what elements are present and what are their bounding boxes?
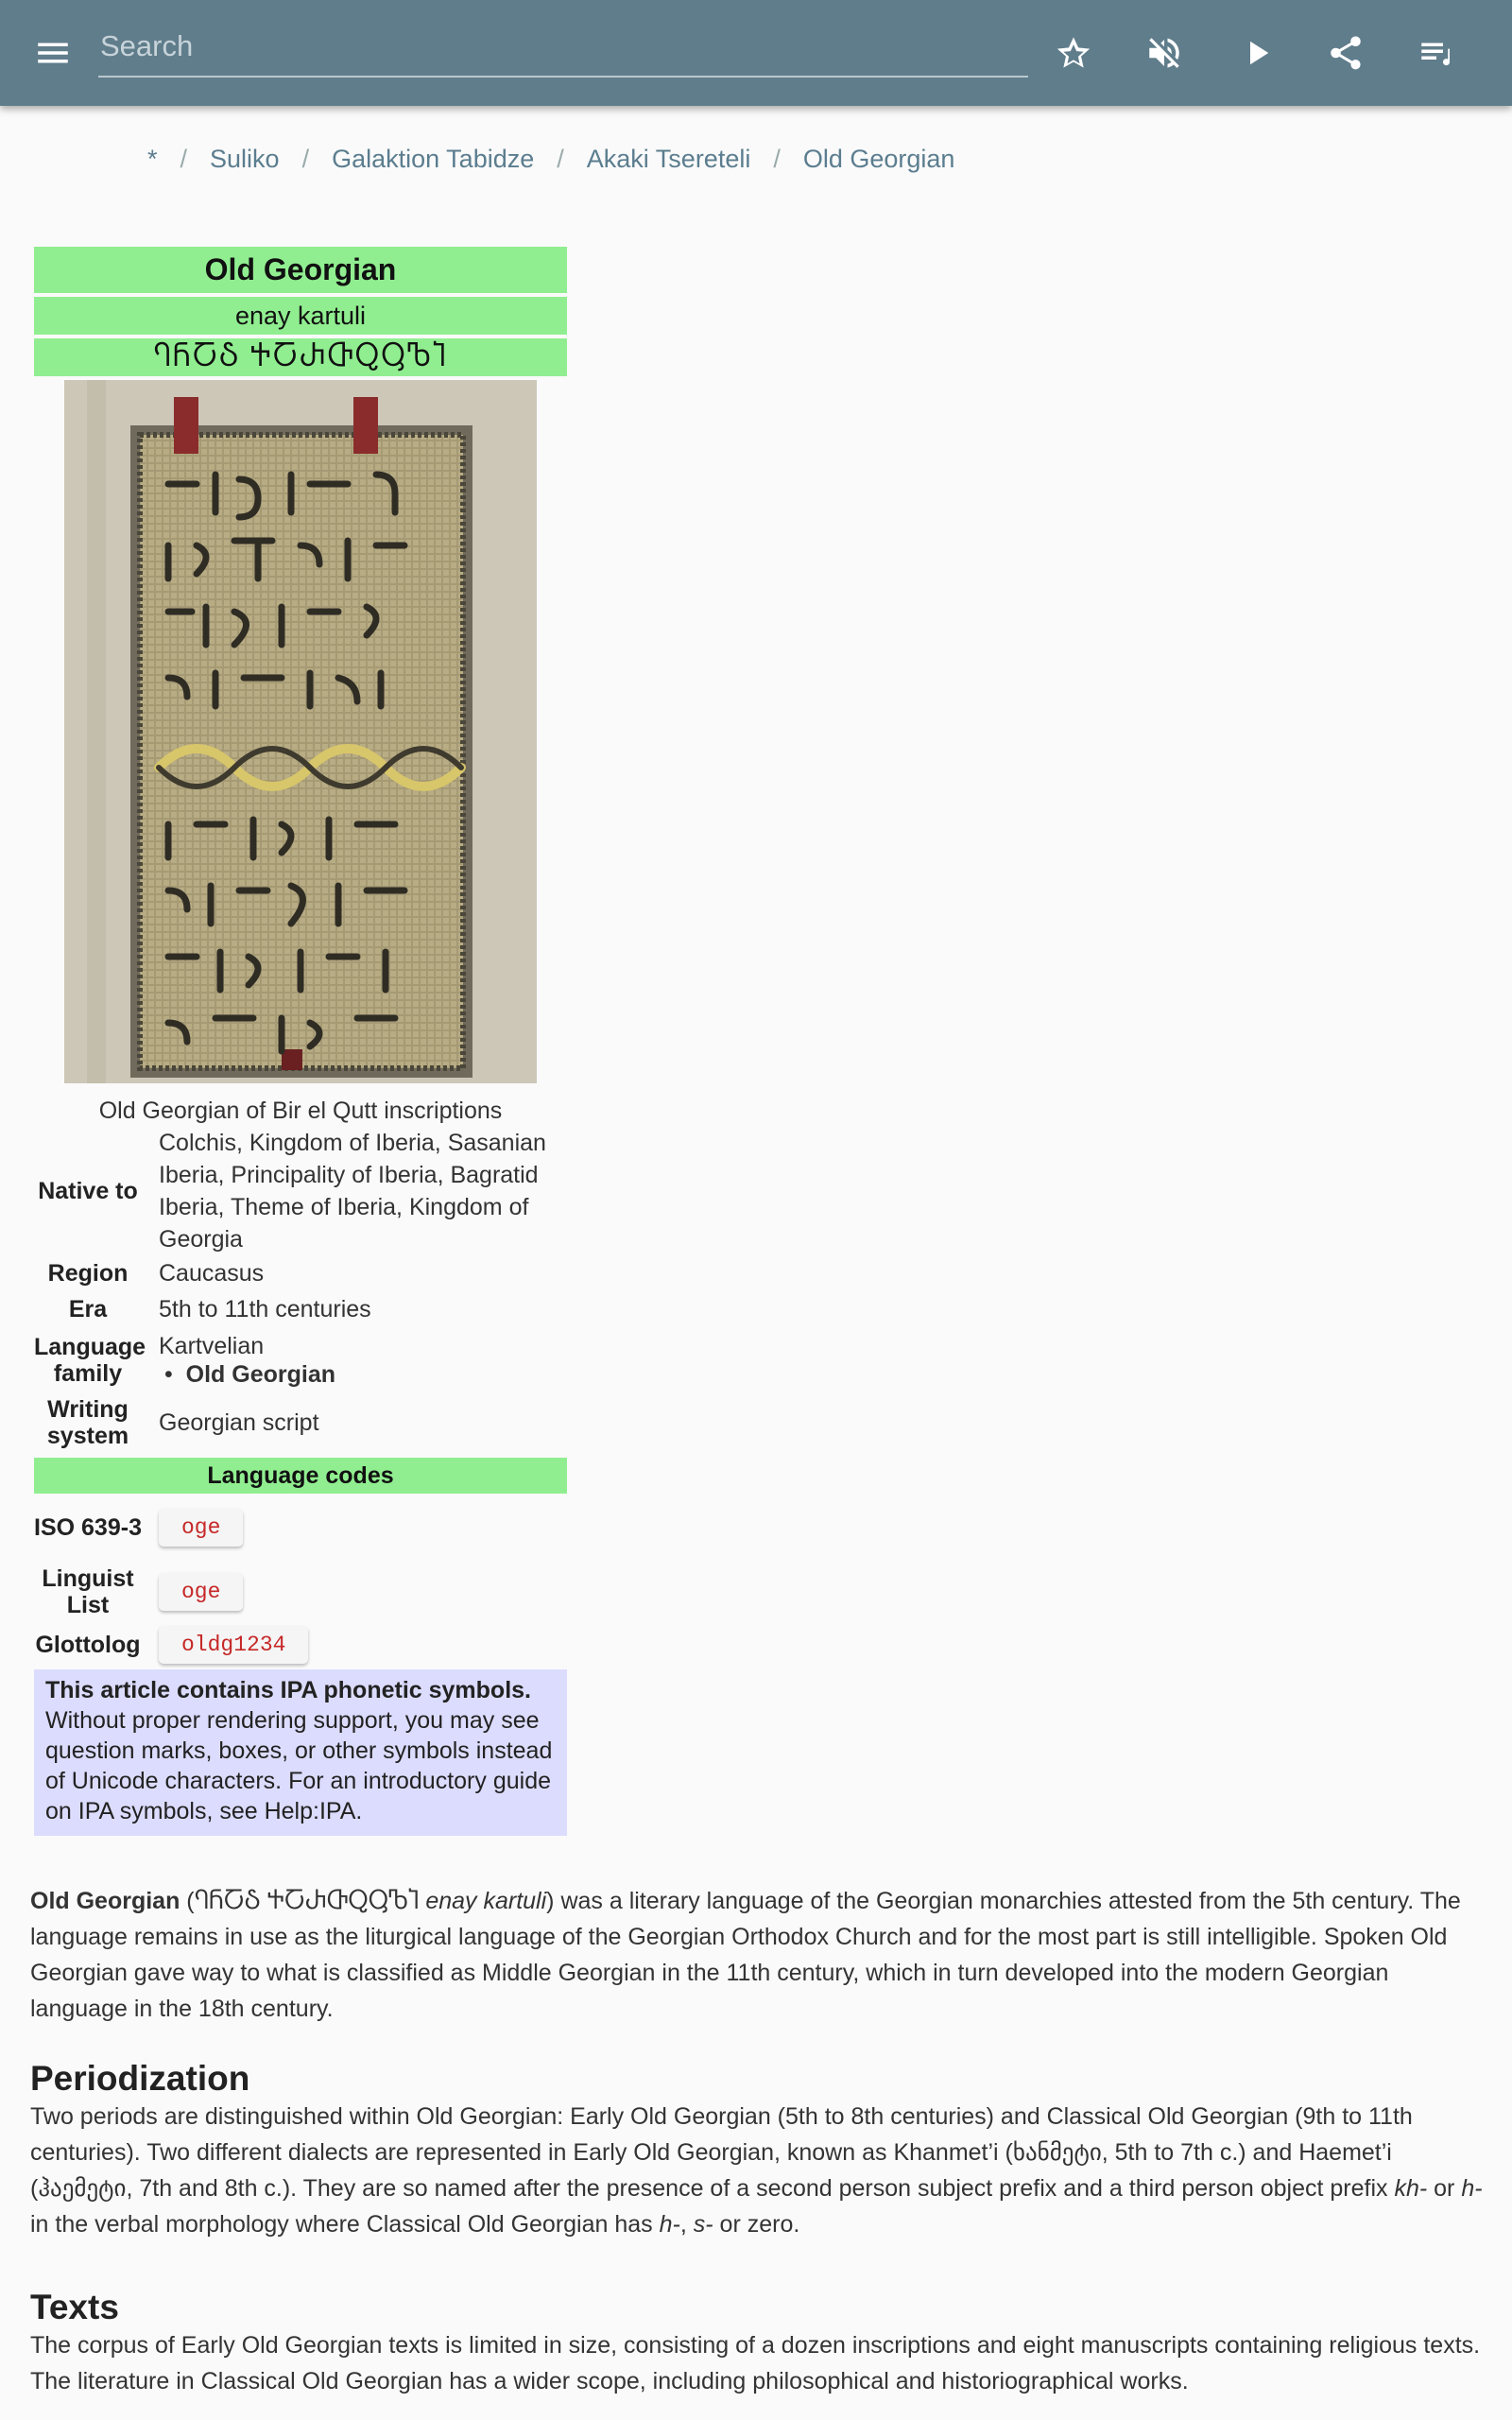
prefix-kh: kh- bbox=[1394, 2175, 1428, 2202]
infobox-row-native-to bbox=[34, 1127, 567, 1255]
infobox-script-name: ႤႬႠჂ ႵႠႰႧႭႳႪႨ bbox=[34, 338, 567, 376]
intro-paragraph: Old Georgian (ႤႬႠჂ ႵႠႰႧႭႳႪႨ enay kartuli) was a literary language of the Georgian monarchies attested from the 5th century. The language remains in use as the liturgical language of the Georgian Orthodox Church and for the most part is still intelligible. Spoken Old Georgian gave way to what is classified as Middle Georgian in the 11th century, which in turn developed into the modern Georgian language in the 18th century. bbox=[30, 1888, 1461, 2022]
image-caption: Old Georgian of Bir el Qutt inscriptions bbox=[98, 1098, 503, 1124]
code-label: Glottolog bbox=[35, 1632, 141, 1658]
breadcrumb-item-root[interactable]: * bbox=[147, 144, 158, 173]
periodization-paragraph bbox=[30, 2099, 1486, 2242]
breadcrumb-separator: / bbox=[180, 144, 188, 173]
intro-italic: enay kartuli bbox=[425, 1888, 547, 1914]
play-icon[interactable] bbox=[1228, 25, 1285, 81]
language-codes-heading: Language codes bbox=[34, 1458, 567, 1494]
ipa-notice-title: This article contains IPA phonetic symbols. bbox=[45, 1677, 532, 1703]
texts-paragraph: The corpus of Early Old Georgian texts is limited in size, consisting of a dozen inscriptions and eight manuscripts containing religious texts. The literature in Classical Old Georgian has a wider scope, including philosophical and historiographical works. bbox=[30, 2332, 1481, 2394]
mosaic-inscription-illustration bbox=[64, 380, 537, 1083]
periodization-heading: Periodization bbox=[30, 2059, 250, 2098]
intro-script: ႤႬႠჂ ႵႠႰႧႭႳႪႨ bbox=[194, 1888, 420, 1914]
infobox bbox=[34, 247, 567, 1836]
periodization-text-1: Two periods are distinguished within Old Georgian: Early Old Georgian (5th to 8th centuries) and Classical Old Georgian (9th to 11th centuries). Two different dialects are represented in Early Old Georgian, known as Khanmet’i (ხანმეტი, 5th to 7th c.) and Haemet’i (ჰაემეტი, 7th and 8th c.). They are so named after the presence of a second person subject prefix and a third person object prefix bbox=[30, 2103, 1413, 2202]
menu-icon[interactable] bbox=[25, 25, 81, 81]
code-badge[interactable]: oge bbox=[159, 1509, 243, 1547]
language-family-bullet: Old Georgian bbox=[185, 1361, 336, 1388]
infobox-native-name: enay kartuli bbox=[34, 297, 567, 335]
infobox-value bbox=[142, 1332, 567, 1389]
infobox-row-era bbox=[34, 1291, 567, 1327]
code-value-cell bbox=[142, 1509, 567, 1547]
breadcrumb-separator: / bbox=[557, 144, 564, 173]
code-badge[interactable]: oge bbox=[159, 1573, 243, 1611]
star-outline-icon[interactable] bbox=[1045, 25, 1102, 81]
search-field[interactable] bbox=[98, 21, 1028, 78]
code-row-linguist-list bbox=[34, 1558, 567, 1626]
infobox-value[interactable]: Georgian script bbox=[159, 1409, 319, 1436]
infobox-label: Language family bbox=[34, 1334, 146, 1387]
code-value-cell bbox=[142, 1626, 567, 1664]
infobox-title: Old Georgian bbox=[34, 247, 567, 293]
section-texts bbox=[30, 2290, 1486, 2399]
code-badge[interactable]: oldg1234 bbox=[159, 1626, 308, 1664]
breadcrumb-separator: / bbox=[773, 144, 781, 173]
volume-off-icon[interactable] bbox=[1136, 25, 1193, 81]
infobox-label: Era bbox=[68, 1296, 108, 1322]
prefix-h-2: h- bbox=[659, 2211, 680, 2238]
code-value-cell bbox=[142, 1573, 567, 1611]
intro-rest: ) was a literary language of the Georgian monarchies attested from the 5th century. The language remains in use as the liturgical language of the Georgian Orthodox Church and for the most part is still intelligible. Spoken Old Georgian gave way to what is classified as Middle Georgian in the 11th century, which in turn developed into the modern Georgian language in the 18th century. bbox=[30, 1888, 1461, 2022]
text-comma: , bbox=[679, 2211, 694, 2238]
infobox-label: Region bbox=[47, 1260, 129, 1287]
texts-heading: Texts bbox=[30, 2288, 119, 2326]
text-or: or bbox=[1427, 2175, 1462, 2202]
periodization-text-2: in the verbal morphology where Classical Old Georgian has bbox=[30, 2211, 660, 2238]
article-intro bbox=[30, 1883, 1486, 2027]
ipa-notice bbox=[34, 1669, 567, 1836]
search-input[interactable] bbox=[98, 21, 1032, 72]
infobox-value: 5th to 11th centuries bbox=[159, 1296, 371, 1322]
infobox-label: Writing system bbox=[46, 1396, 129, 1449]
infobox-row-writing-system bbox=[34, 1393, 567, 1452]
infobox-value: Caucasus bbox=[159, 1260, 265, 1287]
breadcrumb-item-akaki-tsereteli[interactable]: Akaki Tsereteli bbox=[586, 144, 751, 173]
ipa-notice-text: Without proper rendering support, you may see question marks, boxes, or other symbols instead of Unicode characters. For an introductory guide on IPA symbols, see Help:IPA. bbox=[45, 1707, 553, 1824]
periodization-end: or zero. bbox=[713, 2211, 800, 2238]
language-family-item bbox=[159, 1360, 567, 1389]
app-bar bbox=[0, 0, 1512, 106]
share-icon[interactable] bbox=[1317, 25, 1374, 81]
breadcrumb bbox=[147, 140, 954, 178]
breadcrumb-item-galaktion-tabidze[interactable]: Galaktion Tabidze bbox=[332, 144, 535, 173]
language-family-value[interactable]: Kartvelian bbox=[159, 1333, 265, 1359]
breadcrumb-item-suliko[interactable]: Suliko bbox=[210, 144, 280, 173]
breadcrumb-item-old-georgian[interactable]: Old Georgian bbox=[802, 144, 955, 173]
breadcrumb-separator: / bbox=[301, 144, 310, 173]
infobox-row-region bbox=[34, 1255, 567, 1291]
code-row-glottolog bbox=[34, 1626, 567, 1664]
infobox-value: Colchis, Kingdom of Iberia, Sasanian Iberia, Principality of Iberia, Bagratid Iberia, Theme of Iberia, Kingdom of Georgia bbox=[159, 1130, 546, 1253]
infobox-label: Native to bbox=[38, 1178, 138, 1204]
section-periodization bbox=[30, 2061, 1486, 2242]
prefix-s: s- bbox=[693, 2211, 713, 2238]
code-label: Linguist List bbox=[42, 1565, 134, 1618]
code-label: ISO 639-3 bbox=[34, 1514, 142, 1541]
prefix-h: h- bbox=[1461, 2175, 1483, 2202]
code-row-iso-639-3 bbox=[34, 1497, 567, 1558]
bullet: • bbox=[164, 1361, 186, 1388]
infobox-row-language-family bbox=[34, 1327, 567, 1393]
playlist-icon[interactable] bbox=[1408, 25, 1465, 81]
intro-bold: Old Georgian bbox=[30, 1888, 180, 1914]
inscription-image[interactable] bbox=[64, 380, 537, 1083]
